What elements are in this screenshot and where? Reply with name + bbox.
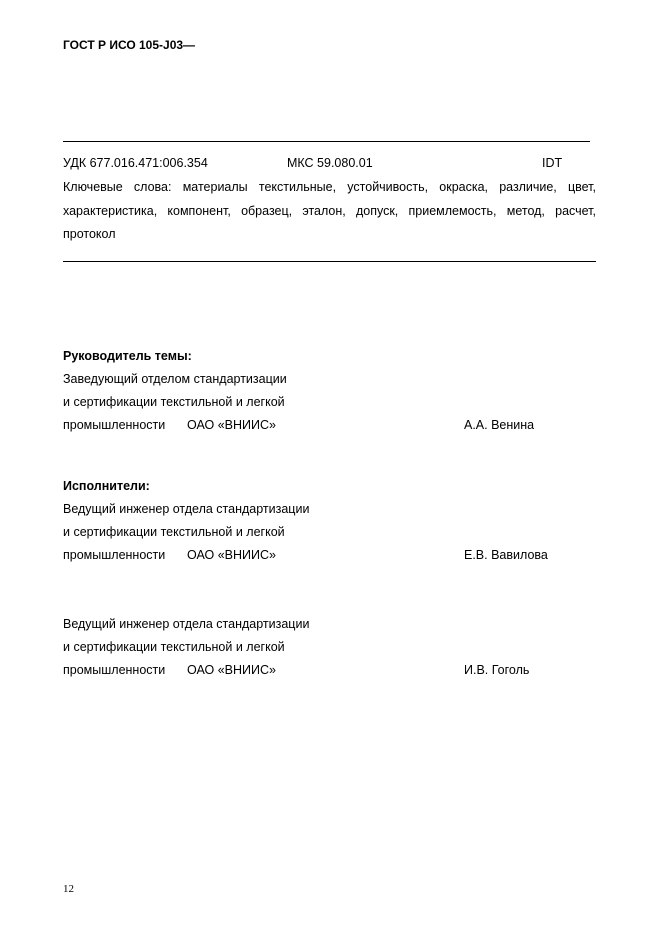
idt-label: IDT [542, 156, 563, 170]
performer-2-name: И.В. Гоголь [464, 663, 530, 677]
keywords-line-2: характеристика, компонент, образец, эталон, допуск, приемлемость, метод, расчет, [63, 204, 596, 218]
performer-1-name: Е.В. Вавилова [464, 548, 548, 562]
performer-1-position-line-2: и сертификации текстильной и легкой [63, 525, 285, 539]
leader-heading: Руководитель темы: [63, 349, 192, 363]
performer-2-position-line-1: Ведущий инженер отдела стандартизации [63, 617, 310, 631]
leader-position-line-1: Заведующий отделом стандартизации [63, 372, 287, 386]
leader-position-line-3a: промышленности [63, 418, 166, 432]
leader-organization: ОАО «ВНИИС» [187, 418, 276, 432]
udk-code: УДК 677.016.471:006.354 [63, 156, 208, 170]
top-divider [63, 141, 590, 142]
performer-2-position-line-3a: промышленности [63, 663, 166, 677]
page-number: 12 [63, 883, 74, 895]
performers-heading: Исполнители: [63, 479, 150, 493]
leader-position-line-2: и сертификации текстильной и легкой [63, 395, 285, 409]
document-header: ГОСТ Р ИСО 105-J03— [63, 38, 196, 52]
bottom-divider [63, 261, 596, 262]
keywords-line-3: протокол [63, 227, 116, 241]
mks-code: МКС 59.080.01 [287, 156, 373, 170]
performer-1-position-line-1: Ведущий инженер отдела стандартизации [63, 502, 310, 516]
performer-2-organization: ОАО «ВНИИС» [187, 663, 276, 677]
keywords-line-1: Ключевые слова: материалы текстильные, устойчивость, окраска, различие, цвет, [63, 180, 596, 194]
performer-2-position-line-2: и сертификации текстильной и легкой [63, 640, 285, 654]
performer-1-position-line-3a: промышленности [63, 548, 166, 562]
leader-name: А.А. Венина [464, 418, 535, 432]
performer-1-organization: ОАО «ВНИИС» [187, 548, 276, 562]
